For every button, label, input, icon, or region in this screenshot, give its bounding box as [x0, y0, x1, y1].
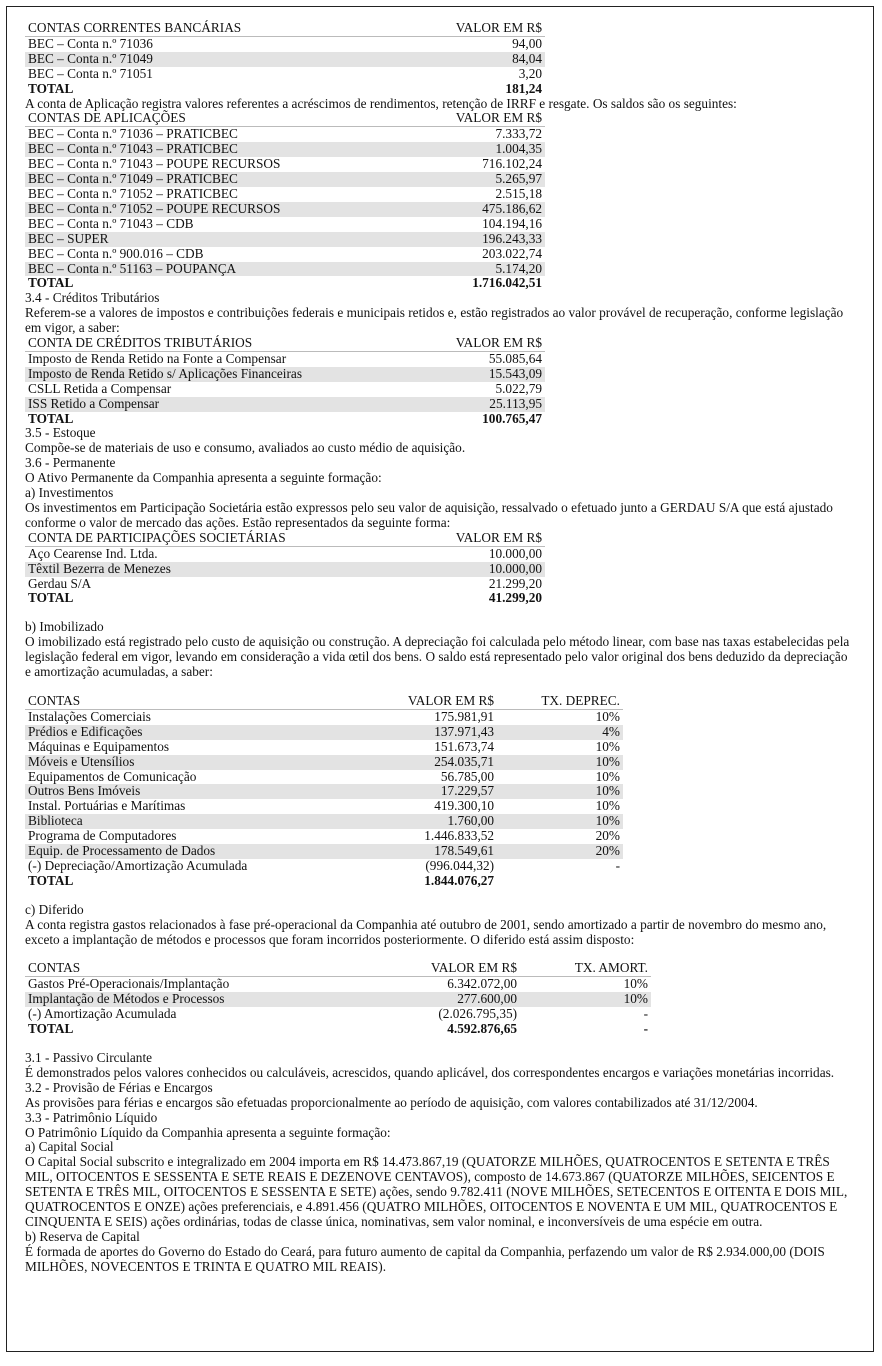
table-row: [25, 740, 623, 755]
table-total-row: [25, 591, 545, 606]
cell-label: Outros Bens Imóveis: [25, 784, 360, 799]
cell-rate: 20%: [595, 828, 620, 844]
cell-label: CSLL Retida a Compensar: [28, 380, 172, 396]
heading-patrimonio: 3.3 - Patrimônio Líquido: [25, 1109, 158, 1125]
heading-permanente: 3.6 - Permanente: [25, 455, 116, 471]
table-row: [25, 814, 623, 829]
cell-rate: 10%: [520, 992, 651, 1007]
cell-value: 1.446.833,52: [424, 828, 495, 844]
paragraph-patrimonio: O Patrimônio Líquido da Companhia apresenta a seguinte formação:: [25, 1124, 391, 1140]
paragraph-reserva: É formada de aportes do Governo do Estado do Ceará, para futuro aumento de capital da Companhia, perfazendo um valor de R$ 2.934.000,00 (DOIS MILHÕES, NOVECENTOS E TRINTA E QUATRO MIL REAIS).: [25, 1243, 825, 1274]
cell-label: BEC – Conta n.º 71051: [28, 65, 153, 81]
cell-label: BEC – Conta n.º 71043 – PRATICBEC: [25, 142, 408, 157]
paragraph-capital: O Capital Social subscrito e integralizado em 2004 importa em R$ 14.473.867,19 (QUATORZE MILHÕES, QUATROCENTOS E SETENTA E TRÊS MIL, OITOCENTOS E SESSENTA E SETE REAIS E DEZENOVE CENTAVOS), composto de 14.673.867 (QUATORZE MILHÕES, SEICENTOS E SETENTA E TRÊS MIL, OITOCENTOS E SESSENTA E SETE) ações, sendo 9.782.411 (NOVE MILHÕES, SETECENTOS E OITENTA E DOIS MIL, QUATROCENTOS E ONZE) ações preferenciais, e 4.891.456 (QUATRO MILHÕES, OITOCENTOS E NOVENTA E UM MIL, QUATROCENTOS E CINQUENTA E SEIS) ações ordinárias, todas de classe única, nominativas, sem valor nominal, e inconversíveis de uma espécie em outra.: [25, 1154, 848, 1229]
table-row: [25, 755, 623, 770]
cell-value: 17.229,57: [360, 784, 497, 799]
table-row: [25, 247, 545, 262]
cell-label: Gerdau S/A: [28, 575, 92, 591]
cell-value: 716.102,24: [482, 156, 542, 172]
cell-rate: 10%: [497, 814, 623, 829]
cell-value: 3,20: [518, 65, 542, 81]
cell-label: (-) Depreciação/Amortização Acumulada: [28, 857, 248, 873]
cell-label: BEC – Conta n.º 71049: [25, 52, 391, 67]
diferido-table: [25, 961, 651, 1037]
cell-label: BEC – Conta n.º 900.016 – CDB: [28, 245, 204, 261]
cell-rate: 10%: [497, 784, 623, 799]
cell-label: Instal. Portuárias e Marítimas: [28, 798, 186, 814]
heading-imobilizado: b) Imobilizado: [25, 619, 104, 635]
cell-label: Prédios e Edificações: [25, 725, 360, 740]
heading-ferias: 3.2 - Provisão de Férias e Encargos: [25, 1079, 213, 1095]
heading-capital: a) Capital Social: [25, 1139, 114, 1155]
cell-rate: [497, 874, 623, 889]
cell-label: Equip. de Processamento de Dados: [25, 844, 360, 859]
cell-label: Biblioteca: [25, 814, 360, 829]
cell-value: (2.026.795,35): [438, 1006, 518, 1022]
cell-value: 10.000,00: [410, 562, 545, 577]
table-row: [25, 992, 651, 1007]
cell-value: VALOR EM R$: [391, 21, 545, 36]
heading-reserva: b) Reserva de Capital: [25, 1228, 140, 1244]
table-row: [25, 799, 623, 814]
cell-value: (996.044,32): [425, 857, 495, 873]
cell-rate: -: [643, 1006, 648, 1022]
table-row: [25, 546, 545, 561]
paragraph-imobilizado: O imobilizado está registrado pelo custo de aquisição ou construção. A depreciação foi calculada pelo método linear, com base nas taxas estabelecidas pela legislação federal em vigor, levando em consideração a vida œtil dos bens. O saldo está representado pelo valor original dos bens deduzido da depreciação e amortização acumuladas, a saber:: [25, 634, 850, 680]
cell-rate: -: [615, 857, 620, 873]
table-row: [25, 829, 623, 844]
table-row: [25, 977, 651, 992]
cell-value: 56.785,00: [440, 768, 495, 784]
cell-value: 1.716.042,51: [472, 275, 542, 291]
cell-value: VALOR EM R$: [368, 961, 520, 976]
cell-rate: 20%: [497, 844, 623, 859]
table-total-row: [25, 276, 545, 291]
cell-label: TOTAL: [28, 80, 74, 96]
cell-label: TOTAL: [28, 872, 74, 888]
cell-value: 475.186,62: [408, 202, 545, 217]
cell-value: VALOR EM R$: [408, 111, 545, 126]
table-row: [25, 157, 545, 172]
cell-label: ISS Retido a Compensar: [25, 397, 416, 412]
cell-label: CONTAS CORRENTES BANCÁRIAS: [25, 21, 391, 36]
cell-rate: 10%: [595, 798, 620, 814]
table-row: [25, 142, 545, 157]
cell-label: Móveis e Utensílios: [25, 755, 360, 770]
cell-value: 55.085,64: [488, 350, 542, 366]
cell-label: CONTAS: [25, 961, 368, 976]
cell-value: 104.194,16: [482, 215, 542, 231]
cell-value: 277.600,00: [368, 992, 520, 1007]
cell-label: TOTAL: [28, 275, 74, 291]
cell-rate: TX. AMORT.: [520, 961, 651, 976]
cell-label: BEC – Conta n.º 71036 – PRATICBEC: [28, 126, 238, 142]
cell-label: Gastos Pré-Operacionais/Implantação: [28, 976, 230, 992]
table-row: [25, 36, 545, 51]
cell-label: TOTAL: [28, 410, 74, 426]
cell-label: Imposto de Renda Retido s/ Aplicações Financeiras: [25, 367, 416, 382]
cell-label: Imposto de Renda Retido na Fonte a Compensar: [28, 350, 287, 366]
cell-label: CONTA DE CRÉDITOS TRIBUTÁRIOS: [25, 336, 416, 351]
cell-value: 419.300,10: [434, 798, 495, 814]
cell-label: Programa de Computadores: [28, 828, 177, 844]
cell-label: BEC – Conta n.º 71043 – CDB: [28, 215, 194, 231]
table-total-row: [25, 1022, 651, 1037]
cell-label: BEC – SUPER: [25, 232, 408, 247]
paragraph-creditos: Referem-se a valores de impostos e contribuições federais e municipais retidos e, estão registrados ao valor provável de recuperação, conforme legislação em vigor, a saber:: [25, 305, 844, 336]
table-row: [25, 725, 623, 740]
cell-label: CONTAS DE APLICAÇÕES: [25, 111, 408, 126]
table-row: [25, 770, 623, 785]
table-row: [25, 367, 545, 382]
table-header-row: [25, 531, 545, 546]
table-header-row: [25, 111, 545, 126]
spacer: [25, 1037, 855, 1051]
cell-value: 4.592.876,65: [447, 1021, 518, 1037]
table-row: [25, 382, 545, 397]
table-row: [25, 351, 545, 366]
cell-value: 178.549,61: [360, 844, 497, 859]
table-row: [25, 784, 623, 799]
table-header-row: [25, 694, 623, 709]
cell-value: 1.004,35: [408, 142, 545, 157]
cell-value: 137.971,43: [360, 725, 497, 740]
participacoes-table: [25, 531, 545, 607]
table-row: [25, 844, 623, 859]
cell-value: 5.265,97: [408, 172, 545, 187]
cell-rate: 10%: [497, 755, 623, 770]
table-row: [25, 232, 545, 247]
heading-investimentos: a) Investimentos: [25, 485, 114, 501]
table-total-row: [25, 82, 545, 97]
aplicacoes-table: [25, 111, 545, 291]
cell-label: TOTAL: [28, 590, 74, 606]
table-header-row: [25, 336, 545, 351]
creditos-table: [25, 336, 545, 426]
cell-label: Têxtil Bezerra de Menezes: [25, 562, 410, 577]
cell-rate: 10%: [595, 708, 620, 724]
spacer: [25, 606, 855, 620]
spacer: [25, 889, 855, 903]
paragraph-ferias: As provisões para férias e encargos são efetuadas proporcionalmente ao período de aquisição, com valores contabilizados até 31/12/2004.: [25, 1094, 758, 1110]
paragraph-diferido: A conta registra gastos relacionados à fase pré-operacional da Companhia até outubro de 2001, sendo amortizado a partir de novembro do mesmo ano, exceto a implantação de métodos e processos que foram incorridos posteriormente. O diferido está assim disposto:: [25, 916, 827, 947]
cell-label: Equipamentos de Comunicação: [28, 768, 197, 784]
cell-value: 94,00: [512, 35, 542, 51]
cell-value: 1.844.076,27: [424, 872, 495, 888]
table-header-row: [25, 21, 545, 36]
table-row: [25, 577, 545, 592]
paragraph-permanente: O Ativo Permanente da Companhia apresenta a seguinte formação:: [25, 470, 382, 486]
table-row: [25, 262, 545, 277]
imobilizado-table: [25, 694, 623, 889]
heading-estoque: 3.5 - Estoque: [25, 425, 96, 441]
heading-creditos: 3.4 - Créditos Tributários: [25, 290, 160, 306]
cell-value: 1.760,00: [360, 814, 497, 829]
cell-value: 10.000,00: [488, 545, 542, 561]
cell-value: 6.342.072,00: [447, 976, 518, 992]
table-row: [25, 709, 623, 724]
cell-label: CONTA DE PARTICIPAÇÕES SOCIETÁRIAS: [25, 531, 410, 546]
cell-label: BEC – Conta n.º 51163 – POUPANÇA: [25, 262, 408, 277]
table-total-row: [25, 874, 623, 889]
cell-rate: 10%: [623, 976, 648, 992]
cell-rate: 10%: [595, 738, 620, 754]
cell-label: BEC – Conta n.º 71052 – POUPE RECURSOS: [25, 202, 408, 217]
cell-value: VALOR EM R$: [360, 694, 497, 709]
cell-rate: TX. DEPREC.: [497, 694, 623, 709]
heading-passivo: 3.1 - Passivo Circulante: [25, 1050, 153, 1065]
cell-label: Aço Cearense Ind. Ltda.: [28, 545, 158, 561]
cell-value: 100.765,47: [482, 410, 542, 426]
paragraph-aplicacao: A conta de Aplicação registra valores referentes a acréscimos de rendimentos, retenção de IRRF e resgate. Os saldos são os seguintes:: [25, 95, 737, 111]
cell-label: Instalações Comerciais: [28, 708, 151, 724]
cell-value: 181,24: [505, 80, 542, 96]
table-row: [25, 52, 545, 67]
table-total-row: [25, 412, 545, 427]
table-row: [25, 172, 545, 187]
cell-value: 5.174,20: [408, 262, 545, 277]
heading-diferido: c) Diferido: [25, 901, 84, 917]
cell-value: 84,04: [391, 52, 545, 67]
contas-correntes-table: [25, 21, 545, 97]
cell-rate: -: [643, 1021, 648, 1037]
cell-label: BEC – Conta n.º 71052 – PRATICBEC: [28, 185, 238, 201]
cell-value: 151.673,74: [434, 738, 495, 754]
cell-value: 7.333,72: [495, 126, 542, 142]
cell-label: BEC – Conta n.º 71049 – PRATICBEC: [25, 172, 408, 187]
cell-label: Implantação de Métodos e Processos: [25, 992, 368, 1007]
table-row: [25, 562, 545, 577]
table-row: [25, 127, 545, 142]
cell-value: 5.022,79: [495, 380, 542, 396]
cell-rate: 10%: [595, 768, 620, 784]
cell-value: VALOR EM R$: [410, 531, 545, 546]
cell-value: 254.035,71: [360, 755, 497, 770]
table-row: [25, 397, 545, 412]
cell-label: CONTAS: [25, 694, 360, 709]
paragraph-estoque: Compõe-se de materiais de uso e consumo, avaliados ao custo médio de aquisição.: [25, 440, 466, 456]
cell-value: VALOR EM R$: [416, 336, 545, 351]
table-header-row: [25, 961, 651, 976]
cell-label: TOTAL: [28, 1021, 74, 1037]
cell-label: BEC – Conta n.º 71043 – POUPE RECURSOS: [28, 156, 281, 172]
cell-value: 2.515,18: [495, 185, 542, 201]
cell-value: 41.299,20: [488, 590, 542, 606]
table-row: [25, 187, 545, 202]
cell-label: BEC – Conta n.º 71036: [28, 35, 153, 51]
cell-rate: 4%: [497, 725, 623, 740]
spacer: [25, 947, 855, 961]
cell-label: Máquinas e Equipamentos: [28, 738, 170, 754]
cell-value: 15.543,09: [416, 367, 545, 382]
cell-label: (-) Amortização Acumulada: [28, 1006, 177, 1022]
cell-value: 25.113,95: [416, 397, 545, 412]
cell-value: 175.981,91: [434, 708, 495, 724]
table-row: [25, 67, 545, 82]
cell-value: 196.243,33: [408, 232, 545, 247]
document-page: [6, 6, 874, 1352]
table-row: [25, 217, 545, 232]
table-row: [25, 1007, 651, 1022]
table-row: [25, 202, 545, 217]
cell-value: 203.022,74: [482, 245, 542, 261]
paragraph-passivo: É demonstrados pelos valores conhecidos ou calculáveis, acrescidos, quando aplicável, dos correspondentes encargos e variações monetárias incorridas.: [25, 1064, 835, 1080]
paragraph-investimentos: Os investimentos em Participação Societária estão expressos pelo seu valor de aquisição, ressalvado o efetuado junto a GERDAU S/A que está ajustado conforme o valor de mercado das ações. Estão representados da seguinte forma:: [25, 500, 833, 530]
cell-value: 21.299,20: [488, 575, 542, 591]
table-row: [25, 859, 623, 874]
spacer: [25, 680, 855, 694]
